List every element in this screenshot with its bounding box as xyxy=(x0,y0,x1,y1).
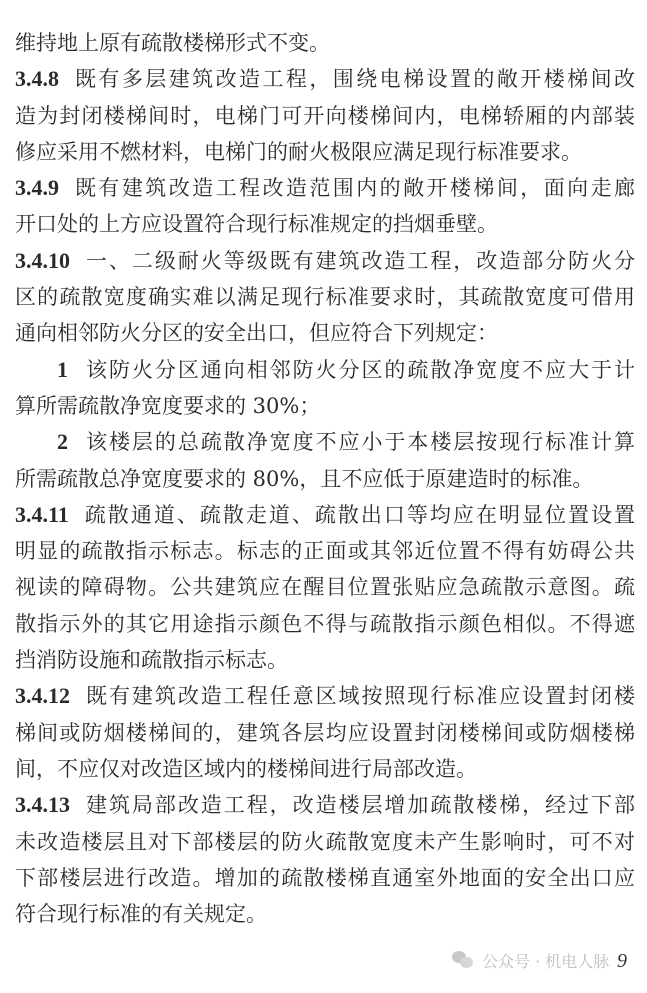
wechat-icon xyxy=(452,951,474,969)
line-text: 既有建筑改造工程改造范围内的敞开楼梯间，面向走廊 xyxy=(75,176,635,201)
line-text: 所需疏散总净宽度要求的 80%，且不应低于原建造时的标准。 xyxy=(15,466,594,491)
line-text: 开口处的上方应设置符合现行标准规定的挡烟垂壁。 xyxy=(15,212,498,237)
text-line xyxy=(15,533,635,569)
text-line xyxy=(15,678,635,714)
line-text: 符合现行标准的有关规定。 xyxy=(15,902,267,927)
text-line xyxy=(15,787,635,823)
text-line xyxy=(15,896,635,932)
line-text: 修应采用不燃材料，电梯门的耐火极限应满足现行标准要求。 xyxy=(15,139,582,164)
clause-number: 3.4.8 xyxy=(15,66,59,92)
list-item-number: 1 xyxy=(57,356,68,382)
watermark-text: 公众号 · 机电人脉 xyxy=(482,951,610,971)
text-line xyxy=(15,61,635,97)
text-line xyxy=(15,206,635,242)
page-number: 9 xyxy=(617,950,627,972)
clause-number: 3.4.13 xyxy=(15,792,70,818)
line-text: 一、二级耐火等级既有建筑改造工程，改造部分防火分 xyxy=(86,248,635,273)
text-line xyxy=(15,461,635,497)
text-line xyxy=(15,642,635,678)
line-text: 挡消防设施和疏散指示标志。 xyxy=(15,648,288,673)
line-text: 造为封闭楼梯间时，电梯门可开向楼梯间内，电梯轿厢的内部装 xyxy=(15,103,635,128)
clause-number: 3.4.11 xyxy=(15,501,69,527)
line-text: 该楼层的总疏散净宽度不应小于本楼层按现行标准计算 xyxy=(86,430,635,455)
text-line xyxy=(15,751,635,787)
line-text: 通向相邻防火分区的安全出口，但应符合下列规定： xyxy=(15,321,498,346)
text-line xyxy=(15,715,635,751)
clause-number: 3.4.12 xyxy=(15,683,70,709)
text-line xyxy=(15,860,635,896)
list-item-number: 2 xyxy=(57,429,68,455)
line-text: 既有多层建筑改造工程，围绕电梯设置的敞开楼梯间改 xyxy=(75,67,635,92)
line-text: 区的疏散宽度确实难以满足现行标准要求时，其疏散宽度可借用 xyxy=(15,285,635,310)
text-line xyxy=(15,824,635,860)
line-text: 明显的疏散指示标志。标志的正面或其邻近位置不得有妨碍公共 xyxy=(15,539,635,564)
text-line xyxy=(15,497,635,533)
clause-number: 3.4.10 xyxy=(15,247,70,273)
line-text: 间，不应仅对改造区域内的楼梯间进行局部改造。 xyxy=(15,756,477,781)
line-text: 视读的障碍物。公共建筑应在醒目位置张贴应急疏散示意图。疏 xyxy=(15,575,635,600)
text-line xyxy=(15,25,635,61)
watermark xyxy=(452,946,634,974)
line-text: 梯间或防烟楼梯间的，建筑各层均应设置封闭楼梯间或防烟楼梯 xyxy=(15,720,635,745)
line-text: 散指示外的其它用途指示颜色不得与疏散指示颜色相似。不得遮 xyxy=(15,611,635,636)
text-line xyxy=(15,569,635,605)
line-text: 下部楼层进行改造。增加的疏散楼梯直通室外地面的安全出口应 xyxy=(15,865,635,890)
text-line xyxy=(15,315,635,351)
text-line xyxy=(15,388,635,424)
text-line xyxy=(15,170,635,206)
line-text: 疏散通道、疏散走道、疏散出口等均应在明显位置设置 xyxy=(84,502,635,527)
line-text: 既有建筑改造工程任意区域按照现行标准应设置封闭楼 xyxy=(86,684,635,709)
document-body xyxy=(15,25,635,932)
text-line xyxy=(15,279,635,315)
text-line xyxy=(15,134,635,170)
line-text: 未改造楼层且对下部楼层的防火疏散宽度未产生影响时，可不对 xyxy=(15,829,635,854)
text-line xyxy=(15,98,635,134)
text-line xyxy=(15,606,635,642)
line-text: 该防火分区通向相邻防火分区的疏散净宽度不应大于计 xyxy=(86,357,635,382)
text-line xyxy=(15,352,635,388)
text-line xyxy=(15,424,635,460)
clause-number: 3.4.9 xyxy=(15,175,59,201)
line-text: 建筑局部改造工程，改造楼层增加疏散楼梯，经过下部 xyxy=(86,793,635,818)
text-line xyxy=(15,243,635,279)
line-text: 维持地上原有疏散楼梯形式不变。 xyxy=(15,31,330,55)
line-text: 算所需疏散净宽度要求的 30%； xyxy=(15,393,321,418)
